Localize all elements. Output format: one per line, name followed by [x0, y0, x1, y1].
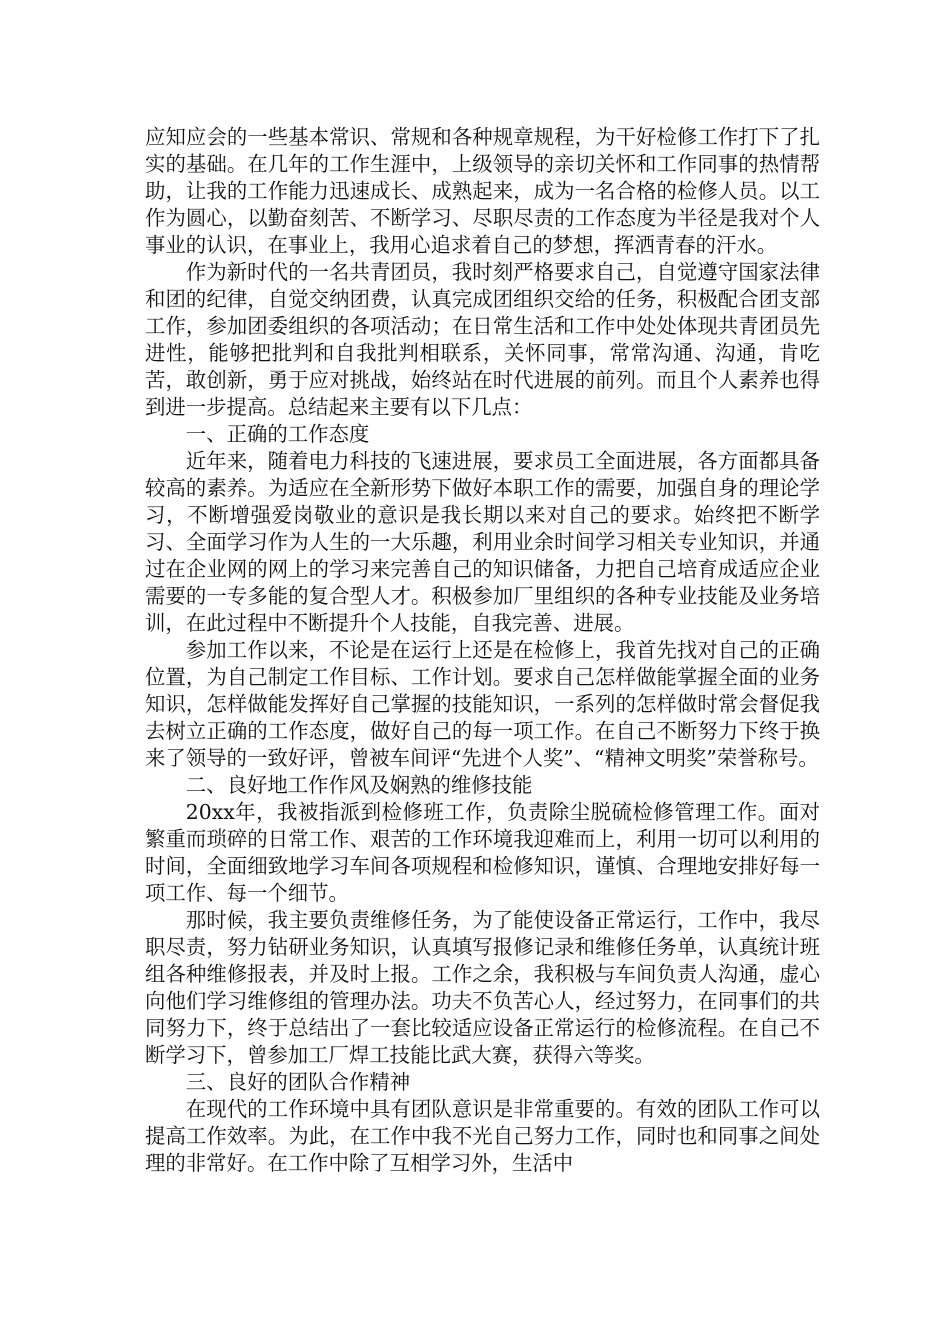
- paragraph-maintenance-assignment: 20xx年，我被指派到检修班工作，负责除尘脱硫检修管理工作。面对繁重而琐碎的日常工作、艰苦的工作环境我迎难而上，利用一切可以利用的时间，全面细致地学习车间各项规程和检修知识，谨慎、合理地安排好每一项工作、每一个细节。: [145, 800, 820, 905]
- paragraph-learning: 近年来，随着电力科技的飞速进展，要求员工全面进展，各方面都具备较高的素养。为适应在全新形势下做好本职工作的需要，加强自身的理论学习，不断增强爱岗敬业的意识是我长期以来对自己的要求。始终把不断学习、全面学习作为人生的一大乐趣，利用业余时间学习相关专业知识，并通过在企业网的网上的学习来完善自己的知识储备，力把自己培育成适应企业需要的一专多能的复合型人才。积极参加厂里组织的各种专业技能及业务培训，在此过程中不断提升个人技能，自我完善、进展。: [145, 449, 820, 635]
- paragraph-work-attitude: 参加工作以来，不论是在运行上还是在检修上，我首先找对自己的正确位置，为自己制定工作目标、工作计划。要求自己怎样做能掌握全面的业务知识，怎样做能发挥好自己掌握的技能知识，一系列的怎样做时常会督促我去树立正确的工作态度，做好自己的每一项工作。在自己不断努力下终于换来了领导的一致好评，曾被车间评“先进个人奖”、“精神文明奖”荣誉称号。: [145, 638, 820, 770]
- section-heading-1: 一、正确的工作态度: [185, 422, 370, 446]
- paragraph-teamwork: 在现代的工作环境中具有团队意识是非常重要的。有效的团队工作可以提高工作效率。为此，在工作中我不光自己努力工作，同时也和同事之间处理的非常好。在工作中除了互相学习外，生活中: [145, 1097, 820, 1175]
- document-page: [145, 124, 820, 1177]
- section-heading-3: 三、良好的团队合作精神: [185, 1070, 411, 1094]
- section-heading-2: 二、良好地工作作风及娴熟的维修技能: [185, 773, 533, 797]
- paragraph-league-member: 作为新时代的一名共青团员，我时刻严格要求自己，自觉遵守国家法律和团的纪律，自觉交纳团费，认真完成团组织交给的任务，积极配合团支部工作，参加团委组织的各项活动；在日常生活和工作中处处体现共青团员先进性，能够把批判和自我批判相联系，关怀同事，常常沟通、沟通，肯吃苦，敢创新，勇于应对挑战，始终站在时代进展的前列。而且个人素养也得到进一步提高。总结起来主要有以下几点：: [145, 260, 820, 419]
- paragraph-continuation: 应知应会的一些基本常识、常规和各种规章规程，为干好检修工作打下了扎实的基础。在几年的工作生涯中，上级领导的亲切关怀和工作同事的热情帮助，让我的工作能力迅速成长、成熟起来，成为一名合格的检修人员。以工作为圆心，以勤奋刻苦、不断学习、尽职尽责的工作态度为半径是我对个人事业的认识，在事业上，我用心追求着自己的梦想，挥洒青春的汗水。: [145, 125, 820, 257]
- paragraph-maintenance-duties: 那时候，我主要负责维修任务，为了能使设备正常运行，工作中，我尽职尽责，努力钻研业务知识，认真填写报修记录和维修任务单，认真统计班组各种维修报表，并及时上报。工作之余，我积极与车间负责人沟通，虚心向他们学习维修组的管理办法。功夫不负苦心人，经过努力，在同事们的共同努力下，终于总结出了一套比较适应设备正常运行的检修流程。在自己不断学习下，曾参加工厂焊工技能比武大赛，获得六等奖。: [145, 908, 820, 1067]
